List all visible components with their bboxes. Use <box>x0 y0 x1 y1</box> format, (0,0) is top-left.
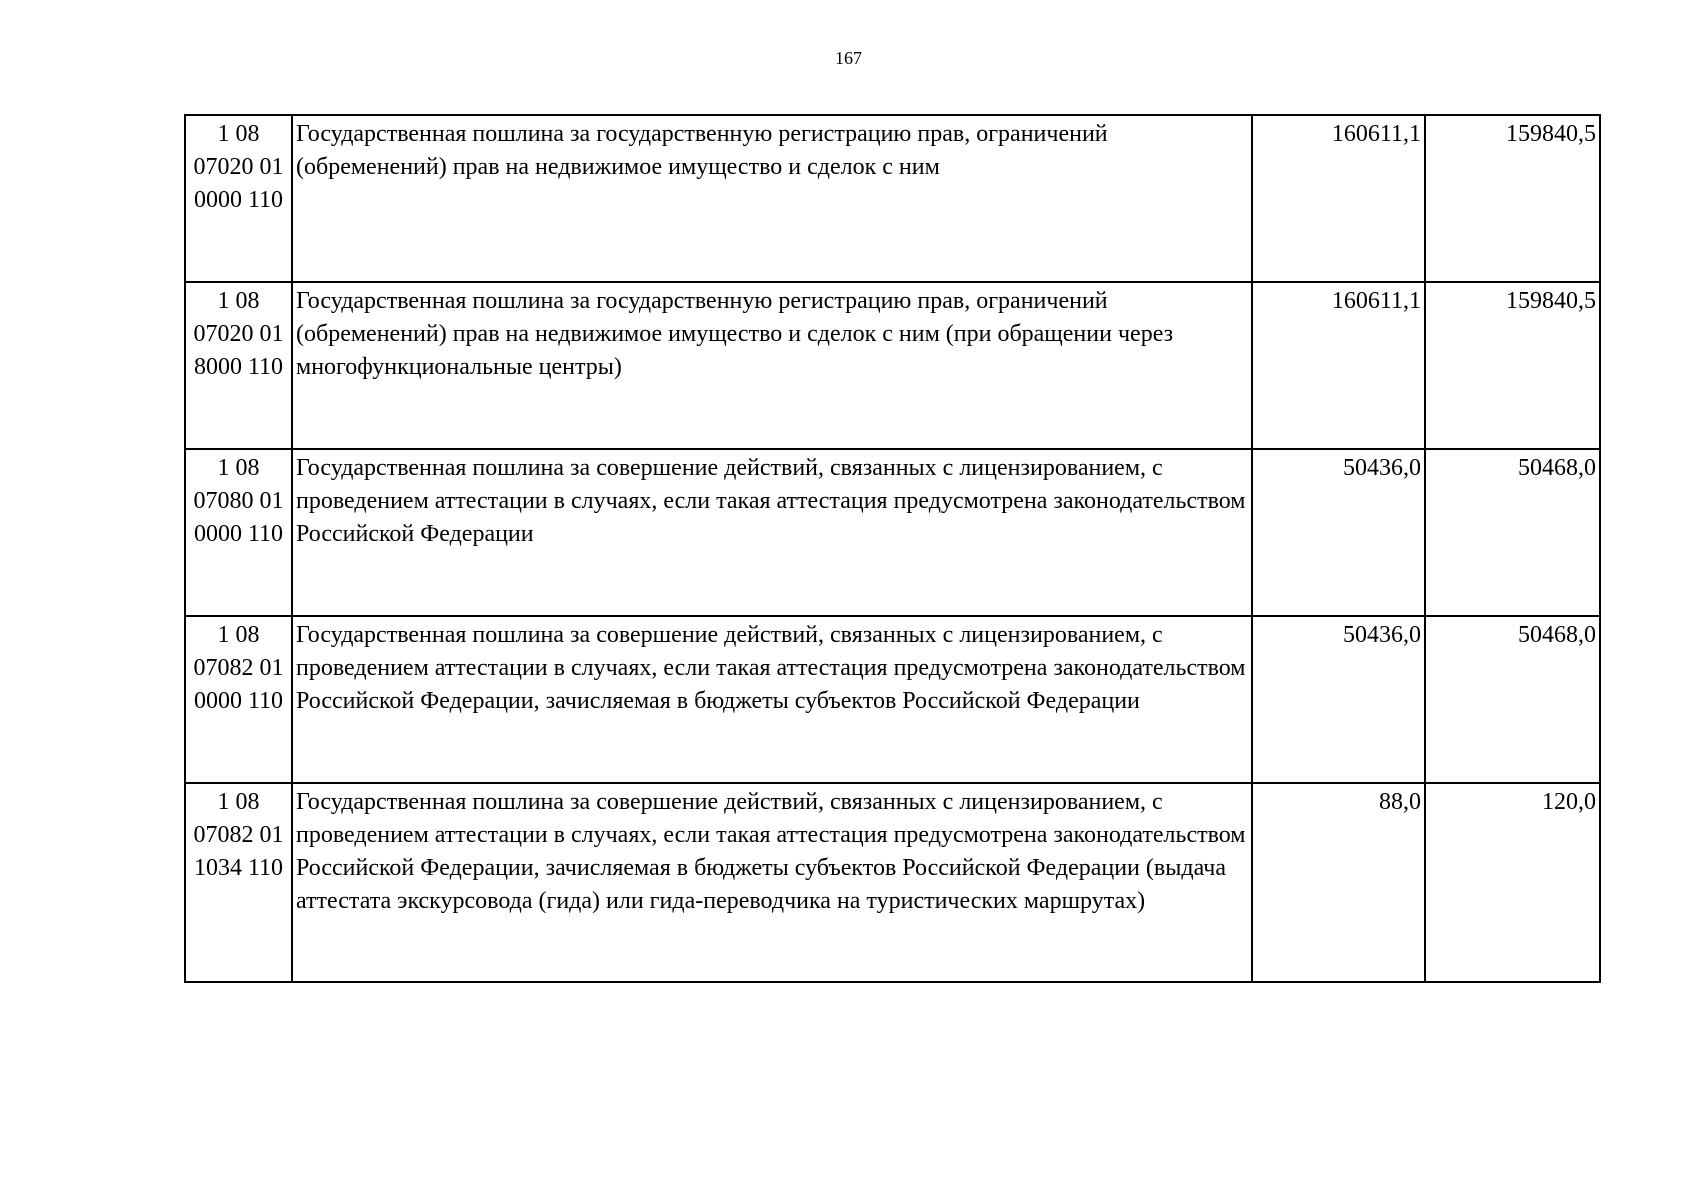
code-part: 07082 01 <box>193 655 284 681</box>
code-part: 8000 110 <box>193 354 284 380</box>
code-part: 07080 01 <box>193 488 284 514</box>
table-row <box>185 783 1600 982</box>
value-1-cell: 50436,0 <box>1252 616 1425 783</box>
code-part: 07020 01 <box>193 154 284 180</box>
budget-code-cell <box>185 616 292 783</box>
value-2-cell: 159840,5 <box>1425 115 1600 282</box>
value-2-cell: 50468,0 <box>1425 616 1600 783</box>
code-part: 1 08 <box>217 622 260 648</box>
code-part: 0000 110 <box>193 521 284 547</box>
code-part: 1 08 <box>217 455 260 481</box>
code-part: 1034 110 <box>193 855 284 881</box>
value-1-cell: 50436,0 <box>1252 449 1425 616</box>
revenue-name: Государственная пошлина за совершение действий, связанных с лицензированием, с проведением аттестации в случаях, если такая аттестация предусмотрена законодательством Российской Федерации <box>296 455 1246 547</box>
revenue-name-cell <box>292 783 1252 982</box>
value-2-cell: 120,0 <box>1425 783 1600 982</box>
table-row <box>185 115 1600 282</box>
revenue-name: Государственная пошлина за государственную регистрацию прав, ограничений (обременений) прав на недвижимое имущество и сделок с ним <box>296 121 1108 180</box>
revenue-name: Государственная пошлина за государственную регистрацию прав, ограничений (обременений) прав на недвижимое имущество и сделок с ним (при обращении через многофункциональные центры) <box>296 288 1174 380</box>
budget-code-cell <box>185 115 292 282</box>
revenue-name-cell <box>292 616 1252 783</box>
code-part: 0000 110 <box>193 187 284 213</box>
value-1-cell: 160611,1 <box>1252 282 1425 449</box>
value-1-cell: 160611,1 <box>1252 115 1425 282</box>
revenue-name-cell <box>292 449 1252 616</box>
budget-table <box>184 114 1601 983</box>
revenue-name: Государственная пошлина за совершение действий, связанных с лицензированием, с проведением аттестации в случаях, если такая аттестация предусмотрена законодательством Российской Федерации, зачисляемая в бюджеты субъектов Российской Федерации (выдача аттестата экскурсовода (гида) или гида-переводчика на туристических маршрутах) <box>296 789 1246 914</box>
value-2-cell: 50468,0 <box>1425 449 1600 616</box>
revenue-name: Государственная пошлина за совершение действий, связанных с лицензированием, с проведением аттестации в случаях, если такая аттестация предусмотрена законодательством Российской Федерации, зачисляемая в бюджеты субъектов Российской Федерации <box>296 622 1246 714</box>
revenue-name-cell <box>292 115 1252 282</box>
budget-code-cell <box>185 282 292 449</box>
value-1-cell: 88,0 <box>1252 783 1425 982</box>
value-2-cell: 159840,5 <box>1425 282 1600 449</box>
table-row <box>185 616 1600 783</box>
code-part: 1 08 <box>217 121 260 147</box>
code-part: 1 08 <box>217 288 260 314</box>
revenue-name-cell <box>292 282 1252 449</box>
table-row <box>185 449 1600 616</box>
table-row <box>185 282 1600 449</box>
code-part: 07082 01 <box>193 822 284 848</box>
code-part: 0000 110 <box>193 688 284 714</box>
budget-code-cell <box>185 449 292 616</box>
page-number: 167 <box>835 48 862 68</box>
code-part: 07020 01 <box>193 321 284 347</box>
budget-code-cell <box>185 783 292 982</box>
code-part: 1 08 <box>217 789 260 815</box>
